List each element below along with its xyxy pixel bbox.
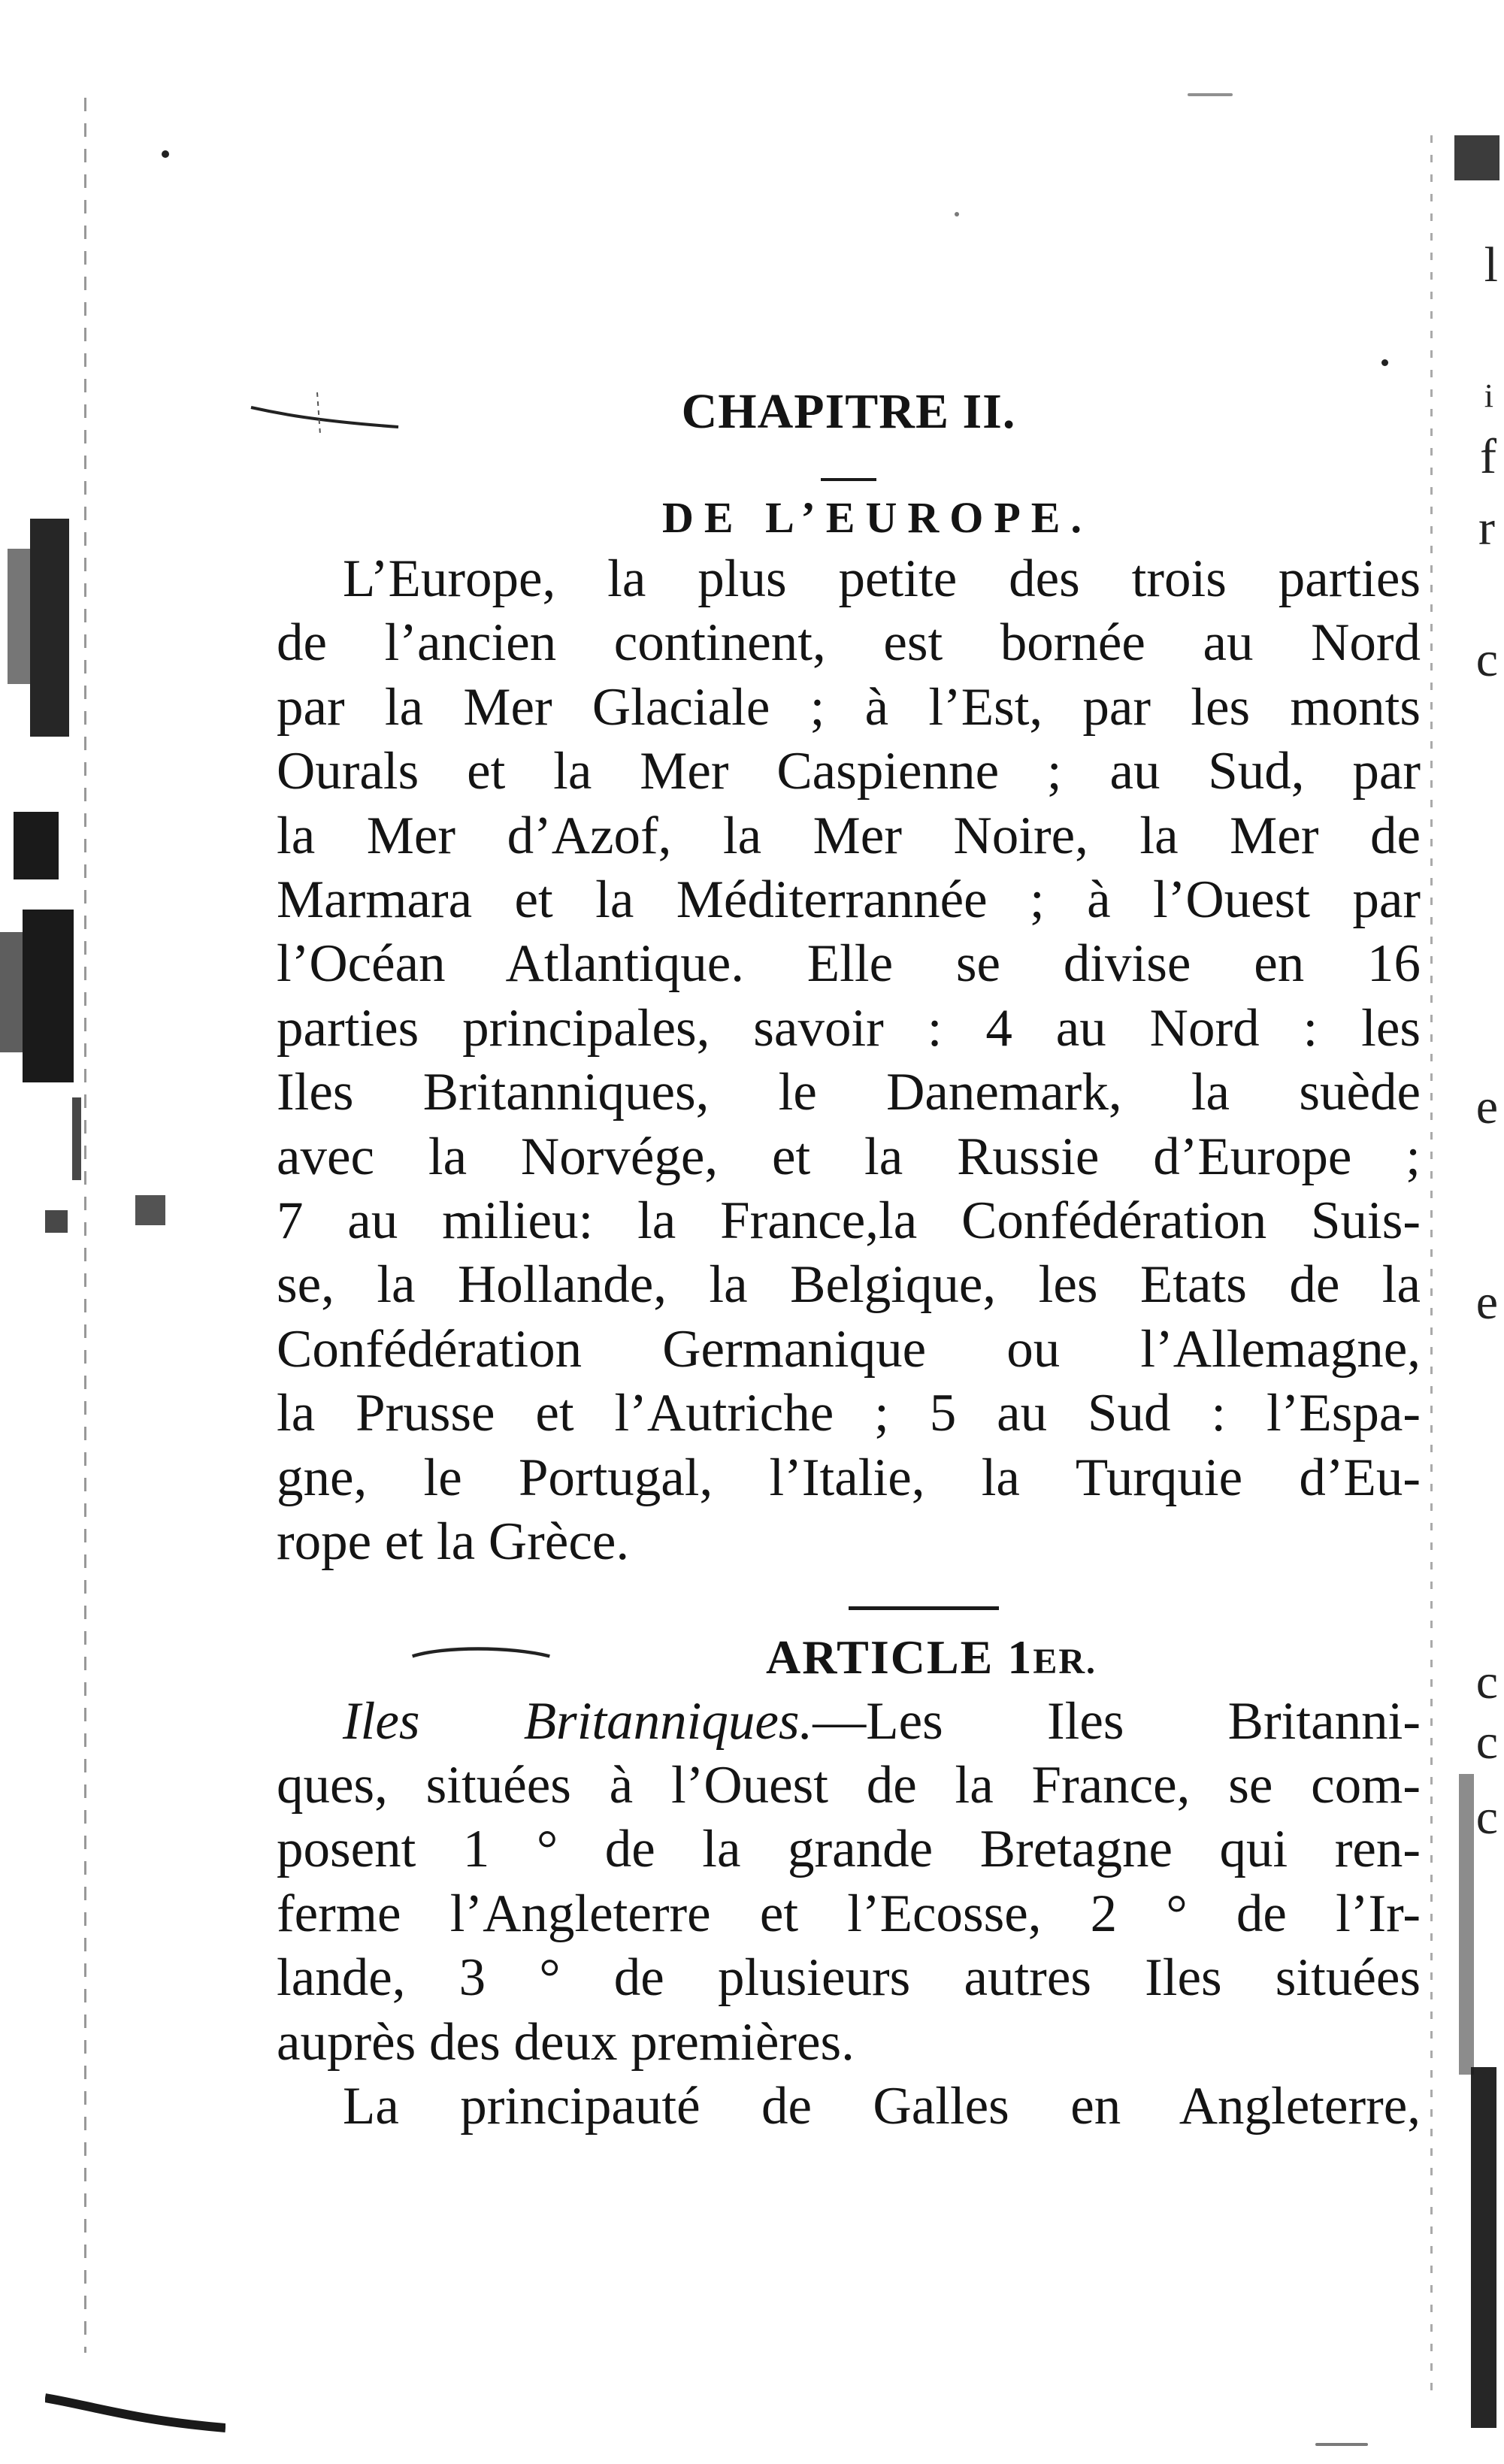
margin-letter: c — [1475, 1654, 1498, 1709]
text-line: avec la Norvége, et la Russie d’Europe ; — [277, 1127, 1421, 1186]
article-heading: Iles Britanniques. — [343, 1691, 813, 1751]
title-rule — [821, 478, 876, 481]
margin-letter: e — [1475, 1079, 1498, 1134]
margin-letter: i — [1484, 377, 1493, 414]
scan-smudge — [45, 2390, 225, 2435]
text-line: L’Europe, la plus petite des trois parties — [343, 549, 1421, 608]
right-margin-rule — [1430, 135, 1433, 2390]
margin-letter: c — [1475, 1790, 1498, 1845]
article-title-main: ARTICLE 1 — [765, 1630, 1033, 1684]
scan-speck — [955, 212, 959, 216]
text-line: posent 1 ° de la grande Bretagne qui ren- — [277, 1820, 1421, 1879]
text-line: parties principales, savoir : 4 au Nord : les — [277, 998, 1421, 1058]
text-line: gne, le Portugal, l’Italie, la Turquie d’Eu- — [277, 1448, 1421, 1507]
article-first-line-tail: —Les Iles Britanni- — [813, 1691, 1421, 1751]
text-line: Ourals et la Mer Caspienne ; au Sud, par — [277, 742, 1421, 801]
margin-letter: f — [1480, 429, 1496, 484]
section-title: DE L’EUROPE. — [662, 493, 1092, 542]
text-line — [277, 1690, 1421, 1754]
margin-letter: e — [1475, 1275, 1498, 1330]
text-line: la Mer d’Azof, la Mer Noire, la Mer de — [277, 806, 1421, 865]
article-divider — [849, 1606, 999, 1610]
text-line: se, la Hollande, la Belgique, les Etats de la — [277, 1255, 1421, 1315]
article-title-suffix: ER. — [1033, 1641, 1097, 1682]
text-line: Iles Britanniques, le Danemark, la suède — [277, 1063, 1421, 1122]
left-scan-edge — [0, 0, 105, 2464]
right-scan-edge — [1414, 0, 1504, 2464]
text-block — [277, 376, 1421, 2139]
text-line: 7 au milieu: la France,la Confédération Suis- — [277, 1191, 1421, 1251]
margin-letter: l — [1484, 238, 1498, 292]
text-line: lande, 3 ° de plusieurs autres Iles situées — [277, 1948, 1421, 2008]
article-title — [359, 1625, 1503, 1690]
article-paragraph — [277, 1690, 1421, 2139]
text-line: ques, situées à l’Ouest de la France, se com- — [277, 1755, 1421, 1815]
text-line: Confédération Germanique ou l’Allemagne, — [277, 1319, 1421, 1379]
scan-speck — [1381, 359, 1388, 366]
margin-letter: c — [1475, 632, 1498, 687]
margin-letter: r — [1478, 501, 1495, 555]
text-line: La principauté de Galles en Angleterre, — [343, 2076, 1421, 2136]
text-line: de l’ancien continent, est bornée au Nord — [277, 613, 1421, 673]
text-line: l’Océan Atlantique. Elle se divise en 16 — [277, 934, 1421, 994]
text-line: rope et la Grèce. — [277, 1512, 630, 1572]
text-line: Marmara et la Méditerrannée ; à l’Ouest par — [277, 870, 1421, 930]
margin-letter: c — [1475, 1715, 1498, 1769]
left-margin-rule — [84, 98, 86, 2353]
text-line: par la Mer Glaciale ; à l’Est, par les monts — [277, 677, 1421, 737]
text-line: auprès des deux premières. — [277, 2012, 855, 2072]
scan-speck — [1188, 93, 1233, 96]
intro-paragraph — [277, 547, 1421, 1575]
scan-speck — [162, 150, 169, 158]
chapter-title: CHAPITRE II. — [681, 384, 1016, 439]
text-line: la Prusse et l’Autriche ; 5 au Sud : l’Espa- — [277, 1384, 1421, 1443]
text-line: ferme l’Angleterre et l’Ecosse, 2 ° de l’Ir- — [277, 1884, 1421, 1943]
scan-speck — [1315, 2443, 1368, 2446]
